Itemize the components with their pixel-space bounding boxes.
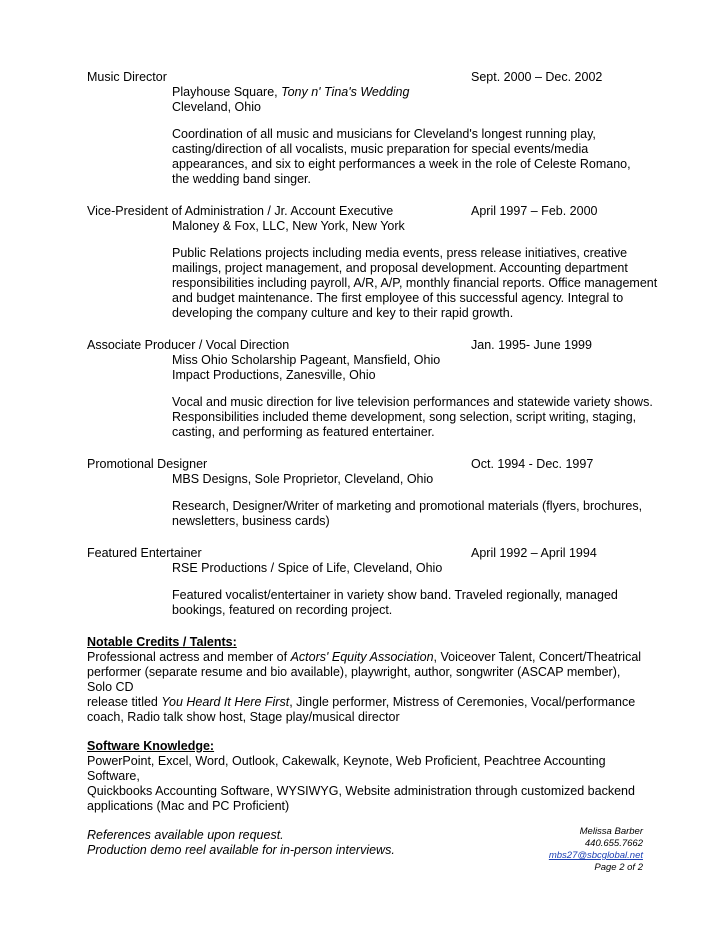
job-header [87,457,647,472]
credits-italic-title: Actors' Equity Association [290,650,434,664]
job-title: Promotional Designer [87,457,208,471]
job-dates: Oct. 1994 - Dec. 1997 [471,457,594,471]
job-location: Impact Productions, Zanesville, Ohio [172,368,376,382]
software-line: PowerPoint, Excel, Word, Outlook, Cakewalk, Keynote, Web Proficient, Peachtree Accounting Software, [87,754,606,783]
job-description-line: casting/direction of all vocalists, music preparation for special events/media [172,142,589,156]
job-production-title: Tony n' Tina's Wedding [281,85,410,99]
credits-line [87,650,647,665]
resume-page [87,70,658,858]
footer-page-number: Page 2 of 2 [594,862,643,873]
software-line: Quickbooks Accounting Software, WYSIWYG, Website administration through customized backend [87,784,635,798]
job-description [172,127,642,187]
job-description-line: Public Relations projects including media events, press release initiatives, creative [172,246,628,260]
credits-text-segment: , Voiceover Talent, Concert/Theatrical [433,650,642,664]
credits-text-segment: Professional actress and member of [87,650,291,664]
credits-heading: Notable Credits / Talents: [87,635,237,649]
job-header [87,204,647,219]
experience-list [87,70,658,618]
job-description-line: responsibilities including payroll, A/R, A/P, monthly financial reports. Office management [172,276,658,290]
credits-text-segment: performer (separate resume and bio available), playwright, author, songwriter (ASCAP member), Solo CD [87,665,621,694]
footer-phone: 440.655.7662 [584,838,643,849]
job-title: Associate Producer / Vocal Direction [87,338,290,352]
job-header [87,338,647,353]
job-description-line: mailings, project management, and proposal development. Accounting department [172,261,628,275]
job-entry [87,338,653,440]
credits-text [87,650,647,725]
job-dates: Sept. 2000 – Dec. 2002 [471,70,603,84]
job-description-line: developing the company culture and key to their rapid growth. [172,306,514,320]
job-title: Featured Entertainer [87,546,202,560]
job-description-line: casting, and performing as featured entertainer. [172,425,435,439]
credits-italic-title: You Heard It Here First [161,695,290,709]
job-organization [172,85,642,100]
job-organization [172,472,642,487]
job-header [87,546,647,561]
footer-name: Melissa Barber [579,826,643,837]
job-entry [87,204,658,321]
job-organization-text: Miss Ohio Scholarship Pageant, Mansfield, Ohio [172,353,441,367]
job-description-line: and budget maintenance. The first employee of this successful agency. Integral to [172,291,624,305]
credits-text-segment: coach, Radio talk show host, Stage play/musical director [87,710,400,724]
references-line: References available upon request. [87,828,284,842]
job-entry [87,70,647,187]
job-body [172,353,653,440]
job-description-line: Responsibilities included theme development, song selection, script writing, staging, [172,410,637,424]
credits-section [87,635,647,725]
job-organization-text: Playhouse Square, [172,85,282,99]
job-description-line: Coordination of all music and musicians for Cleveland's longest running play, [172,127,596,141]
job-body [172,85,642,187]
footer-email-link[interactable]: mbs27@sbcglobal.net [548,850,643,861]
job-title: Vice-President of Administration / Jr. Account Executive [87,204,394,218]
job-header [87,70,647,85]
job-organization-text: RSE Productions / Spice of Life, Cleveland, Ohio [172,561,443,575]
job-title: Music Director [87,70,167,84]
job-description-line: appearances, and six to eight performances a week in the role of Celeste Romano, [172,157,631,171]
software-heading: Software Knowledge: [87,739,215,753]
software-line: applications (Mac and PC Proficient) [87,799,290,813]
job-description-line: newsletters, business cards) [172,514,330,528]
job-entry [87,546,647,618]
job-organization [172,219,642,234]
job-description-line: Research, Designer/Writer of marketing and promotional materials (flyers, brochures, [172,499,643,513]
job-description-line: Featured vocalist/entertainer in variety show band. Traveled regionally, managed [172,588,618,602]
credits-line [87,665,647,695]
job-description [172,246,658,321]
job-organization-text: MBS Designs, Sole Proprietor, Cleveland, Ohio [172,472,434,486]
job-location: Cleveland, Ohio [172,100,261,114]
job-description [172,499,642,529]
job-organization-text: Maloney & Fox, LLC, New York, New York [172,219,405,233]
job-entry [87,457,647,529]
credits-line [87,695,647,710]
credits-text-segment: release titled [87,695,162,709]
job-description-line: Vocal and music direction for live television performances and statewide variety shows. [172,395,653,409]
job-description [172,395,653,440]
credits-line [87,710,647,725]
job-organization [172,353,642,368]
software-section [87,739,647,814]
credits-text-segment: , Jingle performer, Mistress of Ceremonies, Vocal/performance [289,695,636,709]
job-body [172,561,642,618]
job-dates: April 1992 – April 1994 [471,546,597,560]
job-dates: April 1997 – Feb. 2000 [471,204,598,218]
contact-footer [549,826,643,874]
job-description-line: the wedding band singer. [172,172,311,186]
job-organization [172,561,642,576]
demo-reel-line: Production demo reel available for in-person interviews. [87,843,395,857]
job-body [172,219,658,321]
job-description [172,588,642,618]
job-description-line: bookings, featured on recording project. [172,603,393,617]
job-body [172,472,642,529]
job-dates: Jan. 1995- June 1999 [471,338,592,352]
